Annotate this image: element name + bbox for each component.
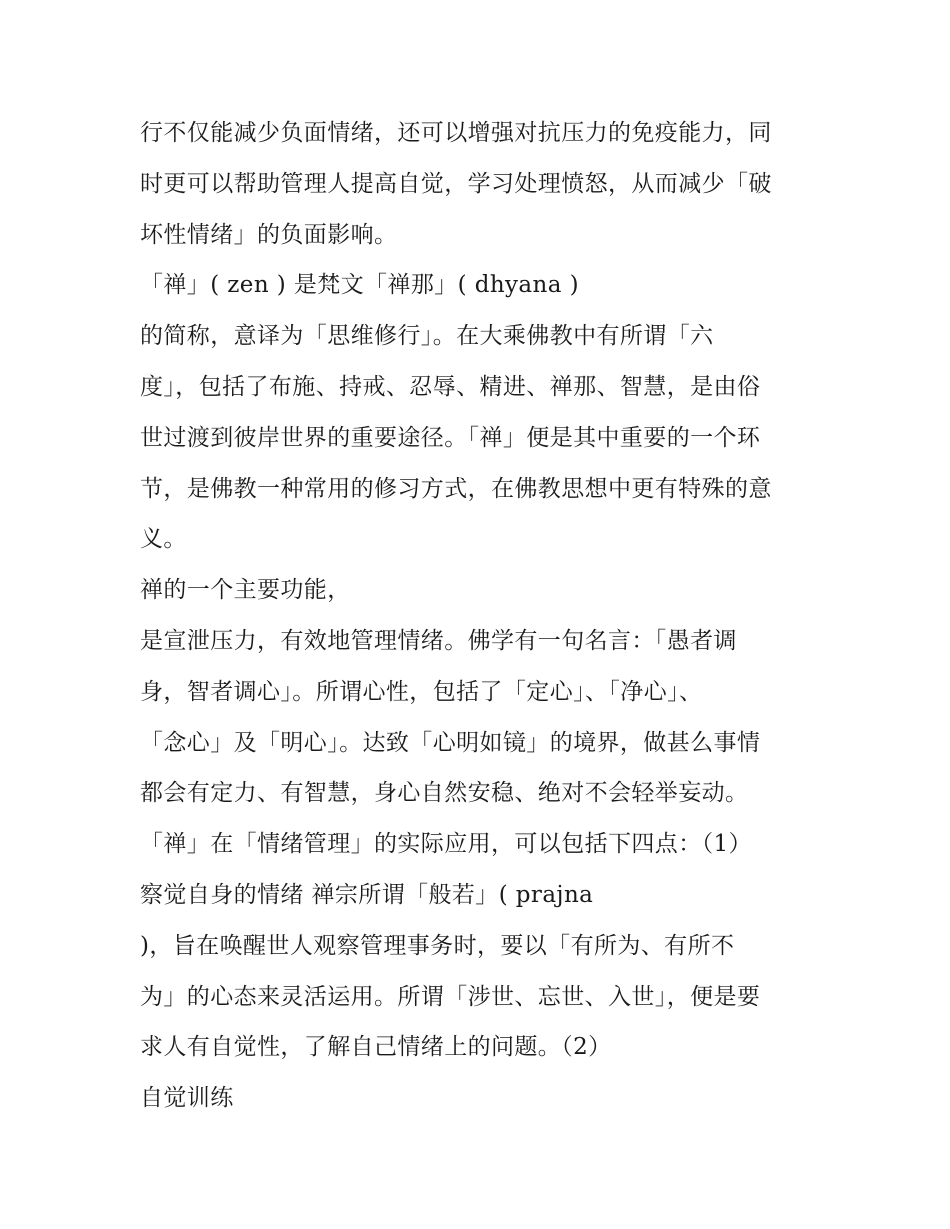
text-line: 察觉自身的情绪 禅宗所谓「般若」( prajna (140, 881, 594, 908)
text-line: 都会有定力、有智慧，身心自然安稳、绝对不会轻举妄动。 (140, 780, 749, 807)
body-text (140, 108, 820, 1124)
text-line: 世过渡到彼岸世界的重要途径。「禅」便是其中重要的一个环 (140, 424, 761, 451)
text-line: 是宣泄压力，有效地管理情绪。佛学有一句名言：「愚者调 (140, 627, 737, 654)
text-line: 求人有自觉性，了解自己情绪上的问题。（2） (140, 1034, 612, 1061)
text-line: 义。 (140, 526, 187, 553)
text-line: 时更可以帮助管理人提高自觉，学习处理愤怒，从而减少「破 (140, 170, 772, 197)
text-line: 节，是佛教一种常用的修习方式，在佛教思想中更有特殊的意 (140, 475, 772, 502)
text-line: 身，智者调心」。所谓心性，包括了「定心」、「净心」、 (140, 678, 703, 705)
text-line: 坏性情绪」的负面影响。 (140, 221, 398, 248)
text-line: 禅的一个主要功能， (140, 577, 351, 604)
text-line: 行不仅能减少负面情绪，还可以增强对抗压力的免疫能力，同 (140, 120, 772, 146)
text-line: 「念心」及「明心」。达致「心明如镜」的境界，做甚么事情 (140, 729, 761, 756)
text-line: 度」，包括了布施、持戒、忍辱、精进、禅那、智慧，是由俗 (140, 373, 761, 400)
text-line: 自觉训练 (140, 1085, 234, 1112)
text-line: 的简称，意译为「思维修行」。在大乘佛教中有所谓「六 (140, 323, 714, 350)
text-line: )，旨在唤醒世人观察管理事务时，要以「有所为、有所不 (140, 932, 735, 959)
text-line: 「禅」( zen ) 是梵文「禅那」( dhyana ) (140, 272, 579, 299)
text-line: 「禅」在「情绪管理」的实际应用，可以包括下四点：（1） (140, 831, 752, 858)
text-line: 为」的心态来灵活运用。所谓「涉世、忘世、入世」，便是要 (140, 983, 761, 1010)
